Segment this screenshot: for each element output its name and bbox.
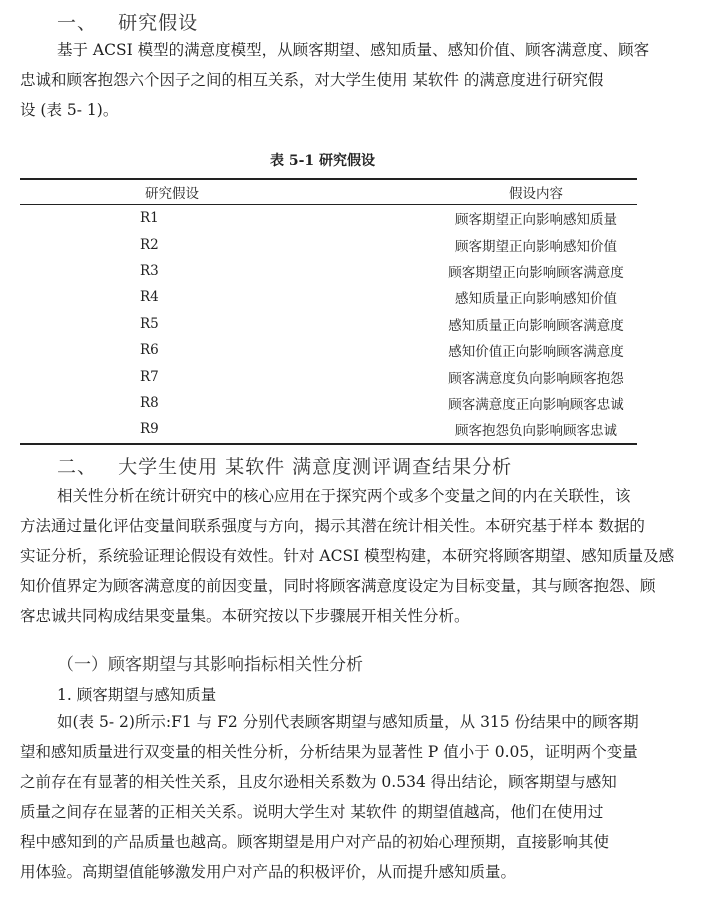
section1-paragraph-line: 设 (表 5- 1)。 [20, 101, 119, 119]
section2-paragraph-line: 相关性分析在统计研究中的核心应用在于探究两个或多个变量之间的内在关联性，该 [57, 487, 631, 505]
table-header-row [20, 179, 637, 205]
subsection1-paragraph-line: 程中感知到的产品质量也越高。顾客期望是用户对产品的初始心理预期，直接影响其使 [20, 833, 610, 851]
hypothesis-table [20, 178, 637, 445]
hypothesis-id: R4 [140, 289, 159, 306]
hypothesis-id: R3 [140, 262, 159, 279]
hypothesis-content: 顾客期望正向影响感知价值 [455, 238, 617, 255]
section1-paragraph-line: 基于 ACSI 模型的满意度模型，从顾客期望、感知质量、感知价值、顾客满意度、顾客 [57, 41, 650, 59]
hypothesis-id: R2 [140, 236, 159, 253]
hypothesis-id: R5 [140, 315, 159, 332]
section2-heading-number: 二、 [57, 456, 98, 478]
table-row [20, 284, 637, 310]
hypothesis-content: 顾客期望正向影响顾客满意度 [448, 264, 624, 281]
table-row [20, 363, 637, 389]
section1-heading [57, 8, 198, 35]
section2-heading [57, 452, 512, 479]
hypothesis-id: R9 [140, 421, 159, 438]
section1-paragraph-line: 忠诚和顾客抱怨六个因子之间的相互关系，对大学生使用 某软件 的满意度进行研究假 [20, 71, 604, 89]
hypothesis-content: 顾客满意度正向影响顾客忠诚 [448, 396, 624, 413]
table-row [20, 337, 637, 363]
hypothesis-content: 感知价值正向影响顾客满意度 [448, 344, 624, 361]
table-row [20, 258, 637, 284]
hypothesis-content: 顾客期望正向影响感知质量 [455, 212, 617, 229]
subsection1-heading: （一）顾客期望与其影响指标相关性分析 [57, 655, 363, 675]
hypothesis-content: 感知质量正向影响顾客满意度 [448, 317, 624, 334]
hypothesis-content: 顾客抱怨负向影响顾客忠诚 [455, 423, 617, 440]
subsection1-paragraph-line: 如(表 5- 2)所示:F1 与 F2 分别代表顾客期望与感知质量，从 315 份结果中的顾客期 [57, 713, 639, 731]
column-header-content: 假设内容 [509, 186, 563, 202]
subsection1-paragraph-line: 望和感知质量进行双变量的相关性分析，分析结果为显著性 P 值小于 0.05，证明两个变量 [20, 743, 638, 761]
section1-heading-title: 研究假设 [118, 12, 199, 34]
table-row [20, 311, 637, 337]
section2-paragraph-line: 客忠诚共同构成结果变量集。本研究按以下步骤展开相关性分析。 [20, 607, 470, 625]
hypothesis-content: 顾客满意度负向影响顾客抱怨 [448, 370, 624, 387]
hypothesis-id: R1 [140, 210, 159, 227]
column-header-hypothesis: 研究假设 [145, 186, 199, 202]
hypothesis-content: 感知质量正向影响感知价值 [455, 291, 617, 308]
table-caption: 表 5-1 研究假设 [270, 153, 376, 169]
hypothesis-id: R8 [140, 394, 159, 411]
table-row [20, 390, 637, 416]
table-row [20, 205, 637, 232]
subsection1-paragraph-line: 用体验。高期望值能够激发用户对产品的积极评价，从而提升感知质量。 [20, 863, 517, 881]
section2-paragraph-line: 方法通过量化评估变量间联系强度与方向，揭示其潜在统计相关性。本研究基于样本 数据的 [20, 517, 645, 535]
hypothesis-id: R7 [140, 368, 159, 385]
subsection1-paragraph-line: 质量之间存在显著的正相关关系。说明大学生对 某软件 的期望值越高，他们在使用过 [20, 803, 604, 821]
section2-paragraph-line: 实证分析，系统验证理论假设有效性。针对 ACSI 模型构建，本研究将顾客期望、感知质量及感 [20, 547, 675, 565]
section2-paragraph-line: 知价值界定为顾客满意度的前因变量，同时将顾客满意度设定为目标变量，其与顾客抱怨、顾 [20, 577, 656, 595]
subsection1-paragraph-line: 之前存在有显著的相关性关系，且皮尔逊相关系数为 0.534 得出结论，顾客期望与感知 [20, 773, 617, 791]
section2-heading-title: 大学生使用 某软件 满意度测评调查结果分析 [118, 456, 513, 478]
table-row [20, 231, 637, 257]
table-row [20, 416, 637, 443]
hypothesis-id: R6 [140, 342, 159, 359]
item1-heading: 1. 顾客期望与感知质量 [57, 686, 217, 704]
section1-heading-number: 一、 [57, 12, 98, 34]
